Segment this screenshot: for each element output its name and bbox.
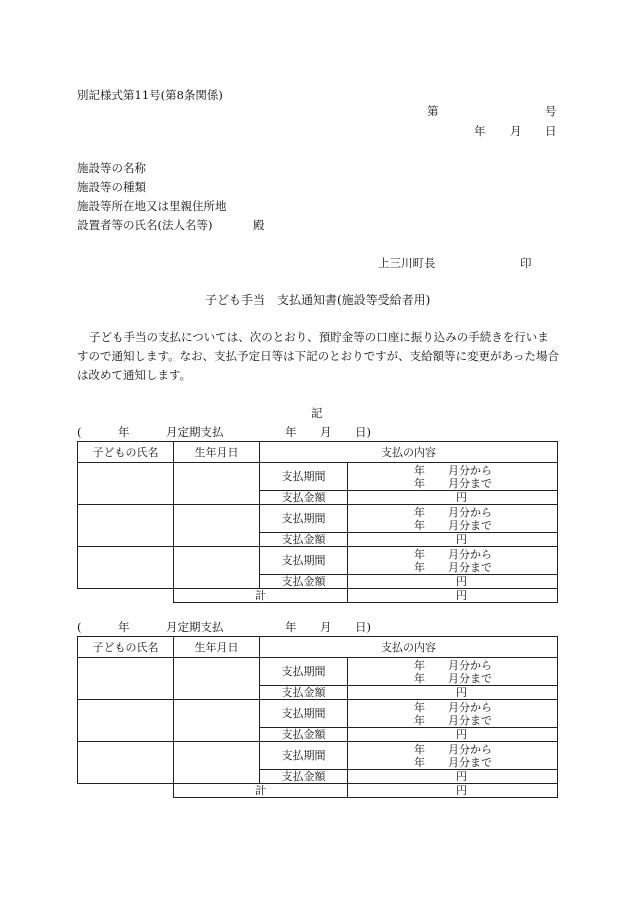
founder-name-label: 設置者等の氏名(法人名等) — [77, 218, 213, 232]
ki-heading: 記 — [311, 406, 323, 420]
table-header-row — [78, 442, 558, 463]
from-month: 月分から — [448, 742, 492, 756]
table1-caption-day: 日) — [355, 425, 371, 439]
from-year: 年 — [414, 658, 425, 672]
yen-unit: 円 — [456, 728, 467, 741]
to-month: 月分まで — [448, 560, 492, 574]
table1-caption-paren: ( — [77, 425, 82, 439]
table2-caption-periodic: 月定期支払 — [166, 620, 224, 634]
table1-caption-periodic: 月定期支払 — [166, 425, 224, 439]
period-value[interactable] — [348, 505, 558, 533]
table-row — [78, 463, 558, 491]
from-month: 月分から — [448, 463, 492, 477]
from-year: 年 — [414, 505, 425, 519]
period-value[interactable] — [348, 547, 558, 575]
amount-label: 支払金額 — [260, 491, 348, 505]
amount-value[interactable] — [348, 575, 558, 589]
issuer-name: 上三川町長 — [378, 256, 436, 270]
yen-unit: 円 — [456, 575, 467, 588]
table-row — [78, 505, 558, 533]
from-month: 月分から — [448, 658, 492, 672]
period-value[interactable] — [348, 658, 558, 686]
period-label: 支払期間 — [260, 742, 348, 770]
amount-value[interactable] — [348, 728, 558, 742]
period-label: 支払期間 — [260, 700, 348, 728]
total-spacer — [78, 784, 174, 798]
yen-unit: 円 — [456, 491, 467, 504]
facility-type-label: 施設等の種類 — [77, 180, 146, 194]
from-month: 月分から — [448, 547, 492, 561]
document-number-dai: 第 — [427, 104, 439, 118]
amount-value[interactable] — [348, 533, 558, 547]
date-year: 年 — [474, 124, 486, 138]
amount-value[interactable] — [348, 491, 558, 505]
child-name-cell[interactable] — [78, 547, 174, 589]
header-payment-content: 支払の内容 — [260, 442, 558, 463]
to-month: 月分まで — [448, 755, 492, 769]
total-row — [78, 589, 558, 603]
to-year: 年 — [414, 713, 425, 727]
header-child-name: 子どもの氏名 — [78, 637, 174, 658]
child-name-cell[interactable] — [78, 700, 174, 742]
period-label: 支払期間 — [260, 463, 348, 491]
yen-unit: 円 — [456, 784, 467, 797]
date-day: 日 — [545, 124, 557, 138]
table1-caption-year2: 年 — [285, 425, 297, 439]
birth-date-cell[interactable] — [174, 700, 260, 742]
table-row — [78, 547, 558, 575]
amount-label: 支払金額 — [260, 686, 348, 700]
table1-caption-month2: 月 — [320, 425, 332, 439]
amount-value[interactable] — [348, 686, 558, 700]
header-birth-date: 生年月日 — [174, 442, 260, 463]
to-month: 月分まで — [448, 713, 492, 727]
from-year: 年 — [414, 547, 425, 561]
period-label: 支払期間 — [260, 547, 348, 575]
period-label: 支払期間 — [260, 505, 348, 533]
amount-label: 支払金額 — [260, 770, 348, 784]
child-name-cell[interactable] — [78, 742, 174, 784]
notice-body-text: 子ども手当の支払については、次のとおり、預貯金等の口座に振り込みの手続きを行いますので通知します。なお、支払予定日等は下記のとおりですが、支給額等に変更があった場合は改めて通知します。 — [77, 330, 559, 382]
from-year: 年 — [414, 463, 425, 477]
total-label: 計 — [174, 784, 348, 798]
payment-table-2 — [77, 636, 558, 798]
birth-date-cell[interactable] — [174, 505, 260, 547]
seal-mark: 印 — [520, 256, 532, 270]
total-row — [78, 784, 558, 798]
table2-caption-year2: 年 — [285, 620, 297, 634]
birth-date-cell[interactable] — [174, 742, 260, 784]
to-month: 月分まで — [448, 518, 492, 532]
amount-label: 支払金額 — [260, 728, 348, 742]
to-year: 年 — [414, 755, 425, 769]
table-header-row — [78, 637, 558, 658]
birth-date-cell[interactable] — [174, 547, 260, 589]
amount-label: 支払金額 — [260, 533, 348, 547]
form-number: 別記様式第11号(第8条関係) — [77, 88, 223, 102]
document-number-go: 号 — [545, 104, 557, 118]
table-row — [78, 700, 558, 728]
table2-caption-year: 年 — [118, 620, 130, 634]
to-year: 年 — [414, 518, 425, 532]
yen-unit: 円 — [456, 686, 467, 699]
total-value[interactable] — [348, 784, 558, 798]
from-year: 年 — [414, 742, 425, 756]
table2-caption-day: 日) — [355, 620, 371, 634]
period-value[interactable] — [348, 463, 558, 491]
total-value[interactable] — [348, 589, 558, 603]
facility-name-label: 施設等の名称 — [77, 161, 146, 175]
child-name-cell[interactable] — [78, 463, 174, 505]
to-year: 年 — [414, 560, 425, 574]
child-name-cell[interactable] — [78, 505, 174, 547]
from-year: 年 — [414, 700, 425, 714]
table2-caption-paren: ( — [77, 620, 82, 634]
notice-body — [77, 328, 559, 385]
period-value[interactable] — [348, 742, 558, 770]
document-title: 子ども手当 支払通知書(施設等受給者用) — [205, 293, 431, 307]
table1-caption-year: 年 — [118, 425, 130, 439]
header-payment-content: 支払の内容 — [260, 637, 558, 658]
payment-table-1 — [77, 441, 558, 603]
facility-address-label: 施設等所在地又は里親住所地 — [77, 199, 227, 213]
yen-unit: 円 — [456, 770, 467, 783]
header-birth-date: 生年月日 — [174, 637, 260, 658]
birth-date-cell[interactable] — [174, 658, 260, 700]
total-label: 計 — [174, 589, 348, 603]
to-month: 月分まで — [448, 671, 492, 685]
child-name-cell[interactable] — [78, 658, 174, 700]
to-month: 月分まで — [448, 476, 492, 490]
birth-date-cell[interactable] — [174, 463, 260, 505]
period-label: 支払期間 — [260, 658, 348, 686]
period-value[interactable] — [348, 700, 558, 728]
yen-unit: 円 — [456, 533, 467, 546]
table-row — [78, 742, 558, 770]
table2-caption-month2: 月 — [320, 620, 332, 634]
from-month: 月分から — [448, 700, 492, 714]
to-year: 年 — [414, 671, 425, 685]
amount-label: 支払金額 — [260, 575, 348, 589]
amount-value[interactable] — [348, 770, 558, 784]
to-year: 年 — [414, 476, 425, 490]
addressee-suffix: 殿 — [253, 218, 265, 232]
date-month: 月 — [510, 124, 522, 138]
yen-unit: 円 — [456, 589, 467, 602]
header-child-name: 子どもの氏名 — [78, 442, 174, 463]
total-spacer — [78, 589, 174, 603]
table-row — [78, 658, 558, 686]
from-month: 月分から — [448, 505, 492, 519]
